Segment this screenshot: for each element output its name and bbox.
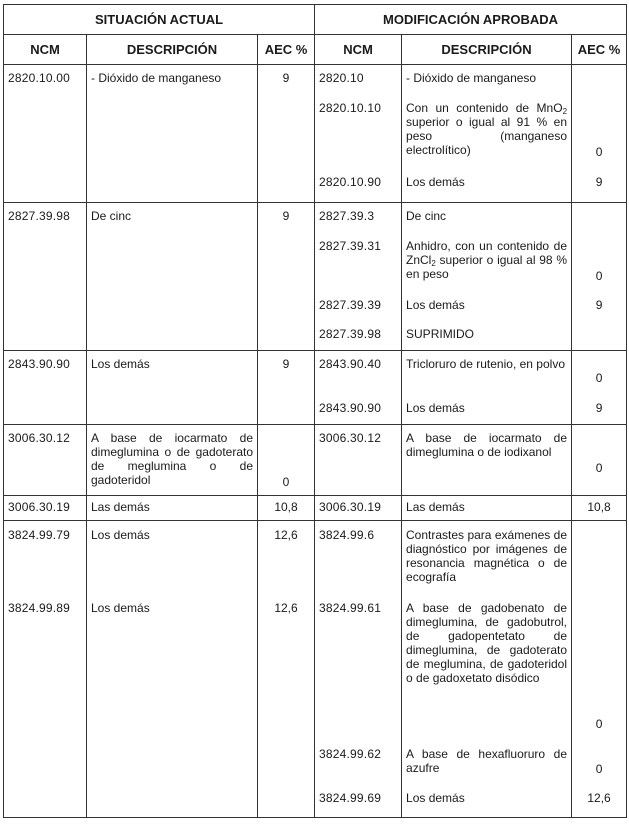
ncm-cell: 3824.99.79 3824.99.89	[4, 521, 87, 818]
table-row	[4, 65, 627, 203]
group-header-row	[4, 5, 627, 35]
aec-header: AEC %	[258, 35, 315, 65]
table-row	[4, 203, 627, 351]
description-cell: De cinc	[87, 203, 258, 351]
descripcion-header: DESCRIPCIÓN	[87, 35, 258, 65]
left-group-header: SITUACIÓN ACTUAL	[4, 5, 315, 35]
tariff-table	[3, 4, 627, 818]
ncm-cell: 3824.99.6 3824.99.61 3824.99.62 3824.99.69	[315, 521, 402, 818]
aec-cell: 0 0 12,6	[572, 521, 627, 818]
table-row	[4, 425, 627, 496]
ncm-cell: 2820.10.00	[4, 65, 87, 203]
description-cell: Las demás	[402, 496, 572, 521]
right-group-header: MODIFICACIÓN APROBADA	[315, 5, 627, 35]
aec-cell: 0	[258, 425, 315, 496]
ncm-cell: 3006.30.12	[4, 425, 87, 496]
aec-cell: 10,8	[258, 496, 315, 521]
aec-cell: 10,8	[572, 496, 627, 521]
description-cell: Tricloruro de rutenio, en polvo Los demás	[402, 351, 572, 425]
description-cell: - Dióxido de manganeso	[87, 65, 258, 203]
ncm-header: NCM	[315, 35, 402, 65]
aec-header: AEC %	[572, 35, 627, 65]
description-cell: Los demás	[87, 351, 258, 425]
ncm-cell: 2827.39.98	[4, 203, 87, 351]
aec-cell: 0	[572, 425, 627, 496]
table-row	[4, 521, 627, 818]
description-cell: De cinc Anhidro, con un contenido de ZnCl$_2$ superior o igual al 98 % en peso Los demás SUPRIMIDO	[402, 203, 572, 351]
aec-cell: 0 9	[572, 351, 627, 425]
column-header-row	[4, 35, 627, 65]
ncm-cell: 2843.90.40 2843.90.90	[315, 351, 402, 425]
aec-cell: 9	[258, 351, 315, 425]
description-cell: A base de iocarmato de dimeglumina o de iodixanol	[402, 425, 572, 496]
table-row	[4, 351, 627, 425]
ncm-cell: 3006.30.19	[315, 496, 402, 521]
ncm-cell: 2827.39.3 2827.39.31 2827.39.39 2827.39.98	[315, 203, 402, 351]
aec-cell: 0 9	[572, 65, 627, 203]
descripcion-header: DESCRIPCIÓN	[402, 35, 572, 65]
aec-cell: 12,6 12,6	[258, 521, 315, 818]
aec-cell: 0 9	[572, 203, 627, 351]
description-cell: A base de iocarmato de dimeglumina o de gadoterato de meglumina o de gadoteridol	[87, 425, 258, 496]
aec-cell: 9	[258, 65, 315, 203]
description-cell: - Dióxido de manganeso Con un contenido de MnO$_2$ superior o igual al 91 % en peso (manganeso electrolítico) Los demás	[402, 65, 572, 203]
ncm-cell: 3006.30.12	[315, 425, 402, 496]
aec-cell: 9	[258, 203, 315, 351]
description-cell: Contrastes para exámenes de diagnóstico por imágenes de resonancia magnética o de ecografía A base de gadobenato de dimeglumina, de gadobutrol, de gadopentetato de dimeglumina, de gadoterato de meglumina, de gadoteridol o de gadoxetato disódico A base de hexafluoruro de azufre Los demás	[402, 521, 572, 818]
table-row	[4, 496, 627, 521]
ncm-cell: 2820.10 2820.10.10 2820.10.90	[315, 65, 402, 203]
description-cell: Las demás	[87, 496, 258, 521]
description-cell: Los demás Los demás	[87, 521, 258, 818]
ncm-header: NCM	[4, 35, 87, 65]
ncm-cell: 3006.30.19	[4, 496, 87, 521]
ncm-cell: 2843.90.90	[4, 351, 87, 425]
